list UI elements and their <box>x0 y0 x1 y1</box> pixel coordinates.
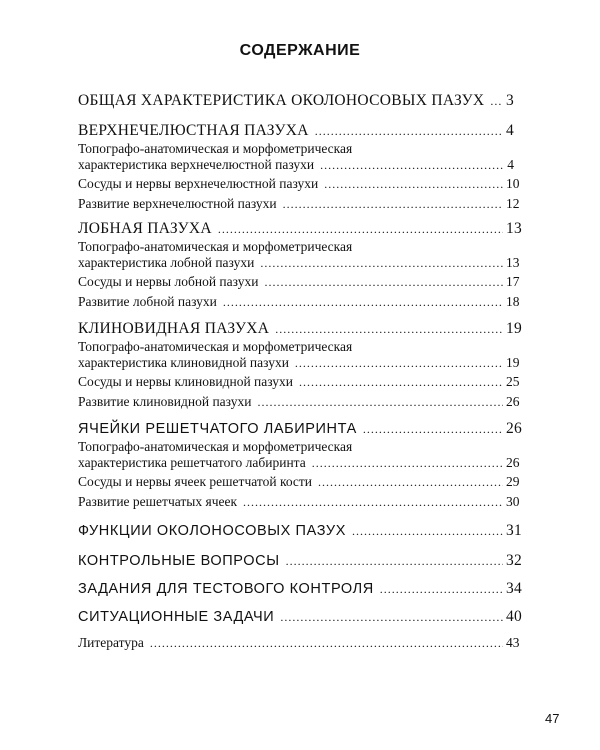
toc-entry-functions[interactable] <box>78 522 523 540</box>
toc-entry-title-line1: Топографо-анатомическая и морфометрическая <box>78 141 353 156</box>
toc-entry-page: 4 <box>507 157 514 172</box>
toc-entry-page: 12 <box>506 196 520 211</box>
toc-entry-sphenoid-sinus[interactable] <box>78 320 523 338</box>
leader-dots <box>257 395 503 410</box>
leader-dots <box>324 177 503 192</box>
toc-entry-title-line1: Топографо-анатомическая и морфометрическая <box>78 439 353 454</box>
toc-entry-title: Развитие лобной пазухи <box>78 294 217 309</box>
toc-entry-title: Развитие верхнечелюстной пазухи <box>78 196 277 211</box>
toc-entry-title: ФУНКЦИИ ОКОЛОНОСОВЫХ ПАЗУХ <box>78 523 346 539</box>
toc-entry-page: 26 <box>506 394 520 409</box>
toc-entry-title: КОНТРОЛЬНЫЕ ВОПРОСЫ <box>78 553 280 569</box>
toc-entry-title: Литература <box>78 635 144 650</box>
toc-entry-title: характеристика верхнечелюстной пазухи <box>78 157 315 172</box>
toc-entry-page: 13 <box>506 220 523 237</box>
toc-entry-literature[interactable] <box>78 635 520 651</box>
toc-entry-frontal-development[interactable] <box>78 294 520 310</box>
toc-entry-page: 26 <box>506 455 520 470</box>
toc-entry-situational-tasks[interactable] <box>78 608 523 626</box>
toc-entry-frontal-topography[interactable] <box>78 238 520 271</box>
toc-entry-page: 3 <box>506 92 515 109</box>
leader-dots <box>320 158 503 173</box>
toc-entry-page: 18 <box>506 294 520 309</box>
toc-entry-page: 30 <box>506 494 520 509</box>
leader-dots <box>363 422 503 437</box>
leader-dots <box>380 582 503 597</box>
toc-entry-title: ЗАДАНИЯ ДЛЯ ТЕСТОВОГО КОНТРОЛЯ <box>78 581 374 597</box>
toc-entry-general[interactable] <box>78 92 514 110</box>
toc-entry-sphenoid-vessels[interactable] <box>78 374 520 390</box>
toc-entry-maxillary-sinus[interactable] <box>78 122 514 140</box>
toc-entry-frontal-vessels[interactable] <box>78 274 520 290</box>
toc-entry-title: Сосуды и нервы лобной пазухи <box>78 274 259 289</box>
toc-entry-page: 31 <box>506 522 523 539</box>
leader-dots <box>299 375 503 390</box>
toc-entry-ethmoid-topography[interactable] <box>78 438 520 471</box>
toc-entry-page: 4 <box>506 122 515 139</box>
toc-entry-title: характеристика лобной пазухи <box>78 255 255 270</box>
leader-dots <box>218 222 503 237</box>
toc-entry-sphenoid-development[interactable] <box>78 394 520 410</box>
page-number: 47 <box>545 711 560 726</box>
toc-entry-title: ЛОБНАЯ ПАЗУХА <box>78 220 212 237</box>
toc-entry-maxillary-vessels[interactable] <box>78 176 520 192</box>
leader-dots <box>275 322 503 337</box>
toc-entry-maxillary-topography[interactable] <box>78 140 514 173</box>
leader-dots <box>223 295 503 310</box>
toc-entry-ethmoid-vessels[interactable] <box>78 474 520 490</box>
toc-entry-page: 26 <box>506 420 523 437</box>
leader-dots <box>286 554 503 569</box>
leader-dots <box>490 94 503 109</box>
toc-entry-maxillary-development[interactable] <box>78 196 520 212</box>
leader-dots <box>243 495 503 510</box>
leader-dots <box>264 275 503 290</box>
toc-entry-title: СИТУАЦИОННЫЕ ЗАДАЧИ <box>78 609 275 625</box>
toc-entry-control-questions[interactable] <box>78 552 523 570</box>
toc-entry-ethmoid-labyrinth[interactable] <box>78 420 523 438</box>
leader-dots <box>280 610 503 625</box>
toc-entry-title: характеристика решетчатого лабиринта <box>78 455 306 470</box>
toc-entry-title-line1: Топографо-анатомическая и морфометрическая <box>78 239 353 254</box>
leader-dots <box>352 524 503 539</box>
toc-entry-page: 25 <box>506 374 520 389</box>
leader-dots <box>312 456 503 471</box>
toc-entry-test-tasks[interactable] <box>78 580 523 598</box>
toc-entry-ethmoid-development[interactable] <box>78 494 520 510</box>
page-title: СОДЕРЖАНИЕ <box>239 42 361 59</box>
toc-entry-title: Развитие решетчатых ячеек <box>78 494 238 509</box>
toc-entry-frontal-sinus[interactable] <box>78 220 523 238</box>
leader-dots <box>295 356 503 371</box>
toc-entry-page: 34 <box>506 580 523 597</box>
toc-entry-title: Сосуды и нервы клиновидной пазухи <box>78 374 294 389</box>
toc-entry-page: 10 <box>506 176 520 191</box>
toc-entry-page: 19 <box>506 320 523 337</box>
toc-entry-page: 17 <box>506 274 520 289</box>
toc-entry-title: Развитие клиновидной пазухи <box>78 394 252 409</box>
toc-entry-title: Сосуды и нервы верхнечелюстной пазухи <box>78 176 319 191</box>
leader-dots <box>315 124 503 139</box>
toc-entry-title: ОБЩАЯ ХАРАКТЕРИСТИКА ОКОЛОНОСОВЫХ ПАЗУХ <box>78 92 485 109</box>
toc-entry-page: 13 <box>506 255 520 270</box>
toc-entry-title: характеристика клиновидной пазухи <box>78 355 289 370</box>
toc-entry-title: КЛИНОВИДНАЯ ПАЗУХА <box>78 320 270 337</box>
toc-entry-page: 19 <box>506 355 520 370</box>
toc-entry-page: 43 <box>506 635 520 650</box>
toc-entry-page: 32 <box>506 552 523 569</box>
leader-dots <box>283 197 503 212</box>
toc-entry-title: ЯЧЕЙКИ РЕШЕТЧАТОГО ЛАБИРИНТА <box>78 421 357 437</box>
toc-entry-title: ВЕРХНЕЧЕЛЮСТНАЯ ПАЗУХА <box>78 122 309 139</box>
toc-entry-sphenoid-topography[interactable] <box>78 338 520 371</box>
toc-entry-title: Сосуды и нервы ячеек решетчатой кости <box>78 474 313 489</box>
toc-entry-page: 29 <box>506 474 520 489</box>
leader-dots <box>260 256 503 271</box>
toc-entry-title-line1: Топографо-анатомическая и морфометрическая <box>78 339 353 354</box>
leader-dots <box>318 475 503 490</box>
leader-dots <box>150 636 503 651</box>
toc-entry-page: 40 <box>506 608 523 625</box>
